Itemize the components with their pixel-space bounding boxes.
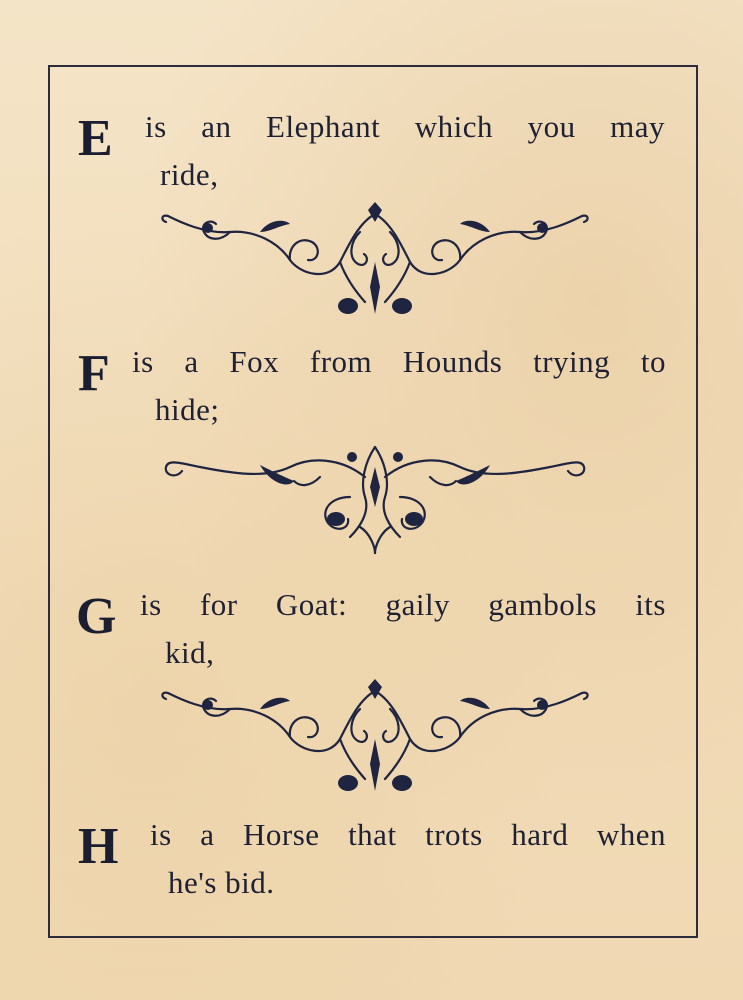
verse-line-2: kid, xyxy=(165,635,215,670)
flourish-icon xyxy=(160,679,590,799)
page-border-frame xyxy=(48,65,698,938)
flourish-ornament-2 xyxy=(160,437,590,557)
flourish-ornament-3 xyxy=(160,679,590,799)
verse-line-2: hide; xyxy=(155,392,220,427)
verse-line-1: is a Horse that trots hard when xyxy=(150,817,666,852)
flourish-ornament-1 xyxy=(160,202,590,322)
verse-line-2: ride, xyxy=(160,157,219,192)
verse-line-1: is a Fox from Hounds trying to xyxy=(132,344,666,379)
drop-cap-g: G xyxy=(76,588,117,645)
flourish-icon xyxy=(160,437,590,557)
verse-line-1: is an Elephant which you may xyxy=(145,109,665,144)
flourish-icon xyxy=(160,202,590,322)
drop-cap-h: H xyxy=(78,818,119,875)
drop-cap-e: E xyxy=(78,110,113,167)
verse-line-1: is for Goat: gaily gambols its xyxy=(140,587,666,622)
verse-line-2: he's bid. xyxy=(168,865,275,900)
drop-cap-f: F xyxy=(78,345,110,402)
